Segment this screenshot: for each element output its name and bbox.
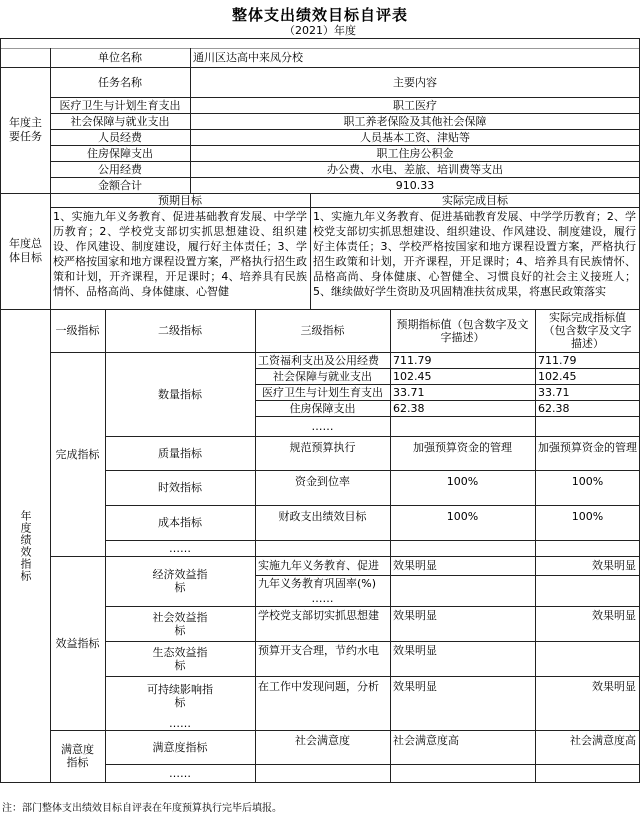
quantity-planned-4: 62.38: [393, 401, 425, 415]
task-content-3: 人员基本工资、津贴等: [360, 130, 470, 144]
task-content-header: 主要内容: [393, 75, 437, 89]
quantity-actual-2: 102.45: [538, 369, 577, 383]
economic-actual-1: 效果明显: [592, 559, 636, 572]
satisfaction-planned: 社会满意度高: [393, 733, 459, 747]
social-name: 学校党支部切实抓思想建: [258, 609, 379, 622]
quantity-actual-3: 33.71: [538, 385, 570, 399]
quantity-name-1: 工资福利支出及公用经费: [258, 353, 379, 367]
unit-value: 通川区达高中来凤分校: [193, 51, 303, 64]
footnote: 注：部门整体支出绩效目标自评表在年度预算执行完毕后填报。: [2, 803, 282, 814]
actual-goal-text: 1、实施九年义务教育、促进基础教育发展、中学学历教育；2、学校党支部切实抓思想建设、组织建设、作风建设、制度建设，履行好主体责任；3、学校严格按国家和地方课程设置方案，严格执行招生政策和计划，开齐课程，开足课时；4、培养具有民族情怀、品格高尚、身体健康、心智健全、习惯良好的社会主义接班人；5、继续做好学生资助及巩固精准扶贫成果，将惠民政策落实: [313, 210, 636, 298]
eco-label: 生态效益指标: [152, 645, 208, 672]
quantity-planned-3: 33.71: [393, 385, 425, 399]
quantity-actual-1: 711.79: [538, 353, 577, 367]
economic-name-2: 九年义务教育巩固率(%): [258, 576, 377, 590]
header-level3: 三级指标: [300, 324, 345, 337]
satisfaction-name: 社会满意度: [295, 733, 350, 747]
satisfaction-label: 满意度指标: [61, 743, 94, 769]
task-name-1: 医疗卫生与计划生育支出: [59, 98, 181, 112]
quantity-planned-2: 102.45: [393, 369, 432, 383]
page-title: 整体支出绩效目标自评表: [231, 6, 408, 24]
actual-goal-header: 实际完成目标: [442, 193, 508, 207]
header-planned: 预期指标值（包含数字及文字描述）: [396, 317, 529, 344]
economic-planned-1: 效果明显: [393, 559, 437, 572]
satisfaction-actual: 社会满意度高: [570, 733, 636, 747]
social-actual: 效果明显: [592, 609, 636, 622]
completion-ellipsis: ……: [169, 541, 191, 555]
sustain-name: 在工作中发现问题，分析: [258, 679, 379, 693]
task-name-header: 任务名称: [98, 75, 142, 89]
task-content-5: 办公费、水电、差旅、培训费等支出: [327, 162, 503, 176]
cost-actual: 100%: [571, 509, 604, 523]
task-content-4: 职工住房公积金: [376, 146, 454, 160]
task-name-2: 社会保障与就业支出: [70, 114, 170, 128]
quality-actual: 加强预算资金的管理: [538, 440, 637, 454]
quantity-ellipsis: ……: [311, 419, 334, 433]
planned-goal-text: 1、实施九年义务教育、促进基础教育发展、中学学历教育；2、学校党支部切实抓思想建设、组织建设、作风建设、制度建设，履行好主体责任；3、学校严格按国家和地方课程设置方案，严格执行招生政策和计划，开齐课程，开足课时；4、培养具有民族情怀、品格高尚、身体健康、心智健: [53, 210, 307, 298]
timeliness-name: 资金到位率: [295, 474, 350, 488]
economic-label: 经济效益指标: [152, 568, 208, 594]
planned-goal-header: 预期目标: [158, 193, 202, 207]
tasks-section-label: 年度主要任务: [9, 116, 42, 143]
quality-label: 质量指标: [158, 446, 202, 460]
timeliness-actual: 100%: [571, 474, 604, 488]
total-label: 金额合计: [98, 178, 142, 192]
task-name-3: 人员经费: [98, 130, 142, 144]
header-level1: 一级指标: [55, 324, 100, 337]
social-label: 社会效益指标: [152, 610, 208, 637]
year-subtitle: （2021）年度: [284, 24, 356, 37]
quantity-actual-4: 62.38: [538, 401, 570, 415]
social-planned: 效果明显: [393, 609, 437, 622]
task-name-4: 住房保障支出: [87, 146, 153, 160]
satisfaction-sub-label: 满意度指标: [152, 740, 208, 754]
timeliness-planned: 100%: [446, 474, 479, 488]
satisfaction-ellipsis: ……: [169, 766, 191, 780]
economic-name-1: 实施九年义务教育、促进: [258, 559, 379, 572]
timeliness-label: 时效指标: [158, 481, 202, 494]
total-value: 910.33: [395, 178, 435, 192]
sustain-label: 可持续影响指标: [147, 683, 213, 709]
economic-ellipsis: ……: [311, 592, 334, 605]
overall-section-label: 年度总体目标: [9, 237, 42, 264]
header-level2: 二级指标: [158, 324, 202, 337]
quantity-name-2: 社会保障与就业支出: [273, 369, 372, 383]
sustain-planned: 效果明显: [393, 679, 437, 693]
quality-name: 规范预算执行: [289, 440, 356, 454]
quantity-name-3: 医疗卫生与计划生育支出: [262, 385, 383, 399]
benefit-ellipsis: ……: [169, 716, 191, 730]
eco-planned: 效果明显: [393, 644, 437, 657]
task-name-5: 公用经费: [98, 162, 142, 176]
cost-planned: 100%: [446, 509, 479, 523]
header-actual: 实际完成指标值（包含数字及文字描述）: [543, 311, 632, 350]
task-content-1: 职工医疗: [393, 98, 437, 112]
quantity-planned-1: 711.79: [393, 353, 432, 367]
quantity-name-4: 住房保障支出: [289, 401, 356, 415]
perf-section-label: 年度绩效指标: [19, 509, 32, 582]
cost-name: 财政支出绩效目标: [278, 509, 367, 523]
quantity-label: 数量指标: [158, 387, 202, 401]
unit-label: 单位名称: [98, 51, 142, 64]
task-content-2: 职工养老保险及其他社会保障: [343, 114, 487, 128]
sustain-actual: 效果明显: [592, 679, 636, 693]
quality-planned: 加强预算资金的管理: [413, 440, 512, 454]
eco-name: 预算开支合理，节约水电: [258, 644, 379, 657]
cost-label: 成本指标: [158, 516, 202, 529]
benefit-label: 效益指标: [55, 636, 100, 650]
completion-label: 完成指标: [55, 447, 100, 461]
